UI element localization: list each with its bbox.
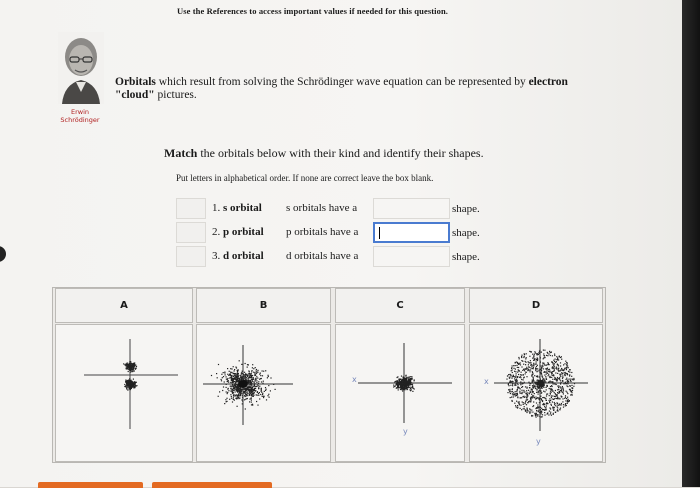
portrait-caption: Erwin Schrödinger [60,108,100,124]
x-axis-label-c: x [352,375,357,384]
picture-header-c: C [335,288,465,323]
picture-c [335,324,465,462]
instruction-text: Put letters in alphabetical order. If none are correct leave the box blank. [176,173,434,183]
references-note: Use the References to access important values if needed for this question. [177,6,449,16]
answer-box-s-orbital[interactable] [176,198,206,219]
y-axis-label-d: y [536,437,541,446]
submit-answer-button[interactable] [38,482,143,488]
match-title: Match the orbitals below with their kind and identify their shapes. [164,146,484,160]
intro-text: Orbitals which result from solving the Schrödinger wave equation can be represented by electron "cloud" pictures. [115,76,568,101]
orbital-pictures-grid [52,287,606,463]
schrodinger-portrait [58,32,104,104]
shape-input-s[interactable] [373,198,450,219]
picture-a [55,324,193,462]
picture-b [196,324,331,462]
screen-bezel [682,0,700,487]
answer-box-p-orbital[interactable] [176,222,206,243]
try-another-button[interactable] [152,482,272,488]
answer-box-d-orbital[interactable] [176,246,206,267]
x-axis-label-d: x [484,377,489,386]
picture-header-b: B [196,288,331,323]
shape-input-d[interactable] [373,246,450,267]
picture-d [469,324,603,462]
shape-input-p[interactable] [373,222,450,243]
picture-header-a: A [55,288,193,323]
picture-header-d: D [469,288,603,323]
question-page: Use the References to access important values if needed for this question. Erwin Schrödinger Orbitals which result from solving the Schrödinger wave equation can be represented by electron "cloud" pictures. Match the orbitals below with their kind and identify their shapes. Put letters in alphabetical order. If none are correct leave the box blank. 1. s orbital s orbitals have a shape. 2. p orbital p orbitals have a shape. 3. d orbital d orbitals have a shape. A B C D x y x y [0,0,682,487]
y-axis-label-c: y [403,427,408,436]
